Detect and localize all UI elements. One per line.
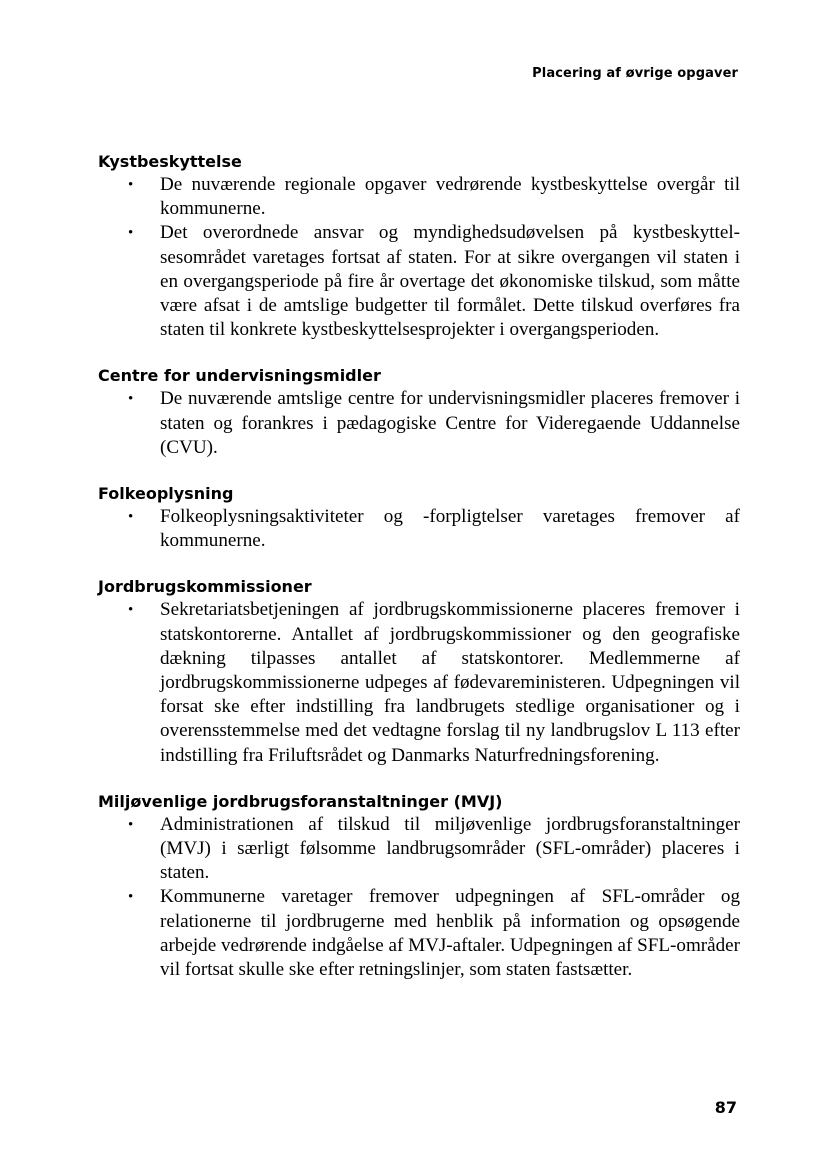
- list-item-text: Folkeoplysningsaktiviteter og -forpligtelser varetages fremover af kommunerne.: [160, 506, 740, 552]
- section-miljovenlige-jordbrugsforanstaltninger: [98, 790, 740, 982]
- list-item-text: De nuværende amtslige centre for undervisningsmidler placeres fremover i staten og forankres i pædagogiske Centre for Videregaende Uddannelse (CVU).: [160, 388, 740, 458]
- bullet-list: [98, 813, 740, 982]
- bullet-icon: •: [128, 177, 134, 193]
- list-item: [98, 885, 740, 982]
- section-heading: Jordbrugskommissioner: [98, 577, 312, 597]
- bullet-icon: •: [128, 889, 134, 906]
- list-item: [98, 221, 740, 342]
- bullet-icon: •: [128, 391, 134, 408]
- section-heading: Miljøvenlige jordbrugsforanstaltninger (MVJ): [98, 791, 503, 811]
- section-kystbeskyttelse: [98, 150, 740, 342]
- section-folkeoplysning: [98, 482, 740, 553]
- bullet-icon: •: [128, 509, 134, 526]
- bullet-list: [98, 505, 740, 553]
- list-item: [98, 598, 740, 767]
- section-jordbrugskommissioner: [98, 575, 740, 767]
- list-item-text: De nuværende regionale opgaver vedrørende kystbeskyttelse overgår til kommunerne.: [160, 174, 740, 220]
- bullet-icon: •: [128, 816, 134, 833]
- list-item: [98, 505, 740, 553]
- bullet-list: [98, 387, 740, 460]
- running-header: Placering af øvrige opgaver: [532, 66, 738, 81]
- bullet-icon: •: [128, 602, 134, 619]
- section-heading: Folkeoplysning: [98, 484, 234, 504]
- section-heading: Kystbeskyttelse: [98, 152, 242, 171]
- page-content: [98, 150, 740, 1004]
- bullet-icon: •: [128, 225, 134, 242]
- list-item: [98, 813, 740, 886]
- list-item-text: Administrationen af tilskud til miljøvenlige jordbrugsforanstaltninger (MVJ) i særligt følsomme landbrugsområder (SFL-områder) placeres i staten.: [160, 813, 740, 884]
- page-number: 87: [714, 1098, 737, 1117]
- list-item-text: Kommunerne varetager fremover udpegningen af SFL-områder og relationerne til jordbrugerne med henblik på information og opsøgende arbejde vedrørende indgåelse af MVJ-aftaler. Udpegningen af SFL-områder vil fortsat skulle ske efter retningslinjer, som staten fastsætter.: [160, 886, 741, 981]
- list-item-text: Det overordnede ansvar og myndighedsudøvelsen på kystbeskyttelsesområdet varetages fortsat af staten. For at sikre overgangen vil staten i en overgangsperiode på fire år overtage det økonomiske tilskud, som måtte være afsat i de amtslige budgetter til formålet. Dette tilskud overføres fra staten til konkrete kystbeskyttelsesprojekter i overgangsperioden.: [160, 222, 740, 341]
- bullet-list: [98, 173, 740, 342]
- section-centre-for-undervisningsmidler: [98, 364, 740, 460]
- bullet-list: [98, 598, 740, 767]
- list-item: [98, 387, 740, 460]
- list-item: [98, 173, 740, 221]
- section-heading: Centre for undervisningsmidler: [98, 366, 381, 386]
- list-item-text: Sekretariatsbetjeningen af jordbrugskommissionerne placeres fremover i statskontorerne. Antallet af jordbrugskommissioner og den geografiske dækning tilpasses antallet af statskontorer. Medlemmerne af jordbrugskommissionerne udpeges af fødevareministeren. Udpegningen vil forsat ske efter indstilling fra landbrugets stedlige organisationer og i overensstemmelse med det vedtagne forslag til ny landbrugslov L 113 efter indstilling fra Friluftsrådet og Danmarks Naturfredningsforening.: [160, 599, 740, 766]
